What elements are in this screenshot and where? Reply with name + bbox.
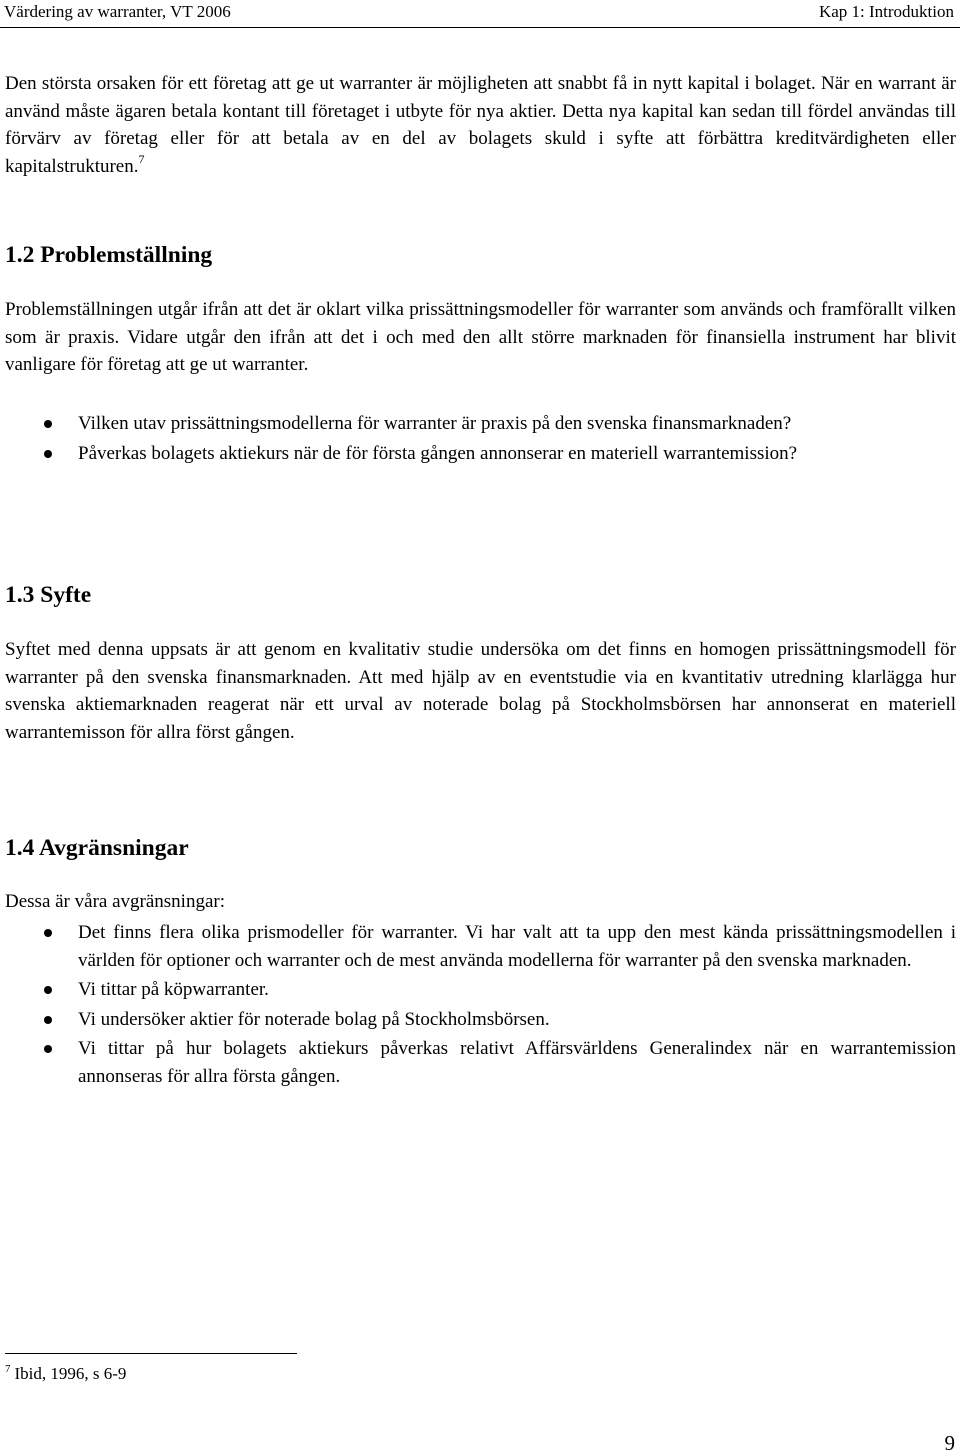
footnote-number: 7	[5, 1363, 11, 1375]
list-item	[5, 976, 956, 1004]
list-item-text: Vilken utav prissättningsmodellerna för warranter är praxis på den svenska finansmarknaden?	[78, 413, 792, 434]
list-item-text: Vi tittar på köpwarranter.	[78, 979, 269, 1000]
bullet-icon	[44, 1045, 52, 1053]
bullet-icon	[44, 450, 52, 458]
section-heading-problemstallning: 1.2 Problemställning	[5, 242, 213, 268]
section-1-3-heading-wrap	[5, 579, 956, 611]
header-document-title: Värdering av warranter, VT 2006	[4, 2, 231, 21]
footnote-text: Ibid, 1996, s 6-9	[14, 1364, 127, 1383]
footnote-reference[interactable]: 7	[138, 151, 145, 166]
section-1-2-heading-wrap	[5, 239, 956, 271]
footnote	[5, 1362, 126, 1386]
delimitation-list	[5, 919, 956, 1090]
list-item-text: Det finns flera olika prismodeller för warranter. Vi har valt att ta upp den mest kända prissättningsmodellen i världen för optioner och warranter och de mest använda modellerna för warranter på den svenska marknaden.	[78, 922, 956, 971]
list-item-text: Vi undersöker aktier för noterade bolag på Stockholmsbörsen.	[78, 1008, 550, 1030]
delimitations	[5, 919, 956, 1092]
intro-section	[5, 70, 956, 180]
list-item	[5, 919, 956, 974]
list-item	[5, 1035, 956, 1090]
footnote-divider	[5, 1353, 297, 1354]
section-1-3-body	[5, 636, 956, 746]
section-1-4-heading-wrap	[5, 832, 956, 864]
intro-paragraph	[5, 70, 956, 180]
list-item	[5, 410, 956, 438]
research-question-list	[5, 410, 956, 467]
list-item-text: Vi tittar på hur bolagets aktiekurs påverkas relativt Affärsvärldens Generalindex när en warrantemission annonseras för allra första gången.	[78, 1038, 956, 1087]
page-number: 9	[944, 1431, 955, 1455]
page-header	[0, 0, 960, 28]
list-item-text: Påverkas bolagets aktiekurs när de för första gången annonserar en materiell warrantemission?	[78, 442, 798, 464]
bullet-icon	[44, 1016, 52, 1024]
problemstallning-paragraph: Problemställningen utgår ifrån att det är oklart vilka prissättningsmodeller för warranter som används och framförallt vilken som är praxis. Vidare utgår den ifrån att det i och med den allt större marknaden för finansiella instrument har blivit vanligare för företag att ge ut warranter.	[5, 299, 956, 375]
section-1-4-intro-wrap	[5, 888, 956, 916]
list-item	[5, 1006, 956, 1034]
list-item	[5, 440, 956, 468]
section-heading-avgransningar: 1.4 Avgränsningar	[5, 835, 189, 861]
header-chapter-title: Kap 1: Introduktion	[818, 2, 954, 21]
bullet-icon	[44, 929, 52, 937]
avgransningar-intro: Dessa är våra avgränsningar:	[5, 891, 225, 912]
section-1-2-body	[5, 296, 956, 379]
bullet-icon	[44, 420, 52, 428]
research-questions	[5, 410, 956, 469]
intro-paragraph-text: Den största orsaken för ett företag att ge ut warranter är möjligheten att snabbt få in nytt kapital i bolaget. När en warrant är använd måste ägaren betala kontant till företaget i utbyte för nya aktier. Detta nya kapital kan sedan till fördel användas till förvärv av företag eller för att betala av en del av bolagets skuld i syfte att förbättra kreditvärdigheten eller kapitalstrukturen.	[5, 73, 956, 177]
section-heading-syfte: 1.3 Syfte	[5, 582, 92, 608]
syfte-paragraph: Syftet med denna uppsats är att genom en kvalitativ studie undersöka om det finns en homogen prissättningsmodell för warranter på den svenska finansmarknaden. Att med hjälp av en eventstudie via en kvantitativ utredning klarlägga hur svenska aktiemarknaden reagerat när ett urval av noterade bolag på Stockholmsbörsen har annonserat en materiell warrantemisson för allra först gången.	[5, 639, 956, 743]
bullet-icon	[44, 986, 52, 994]
